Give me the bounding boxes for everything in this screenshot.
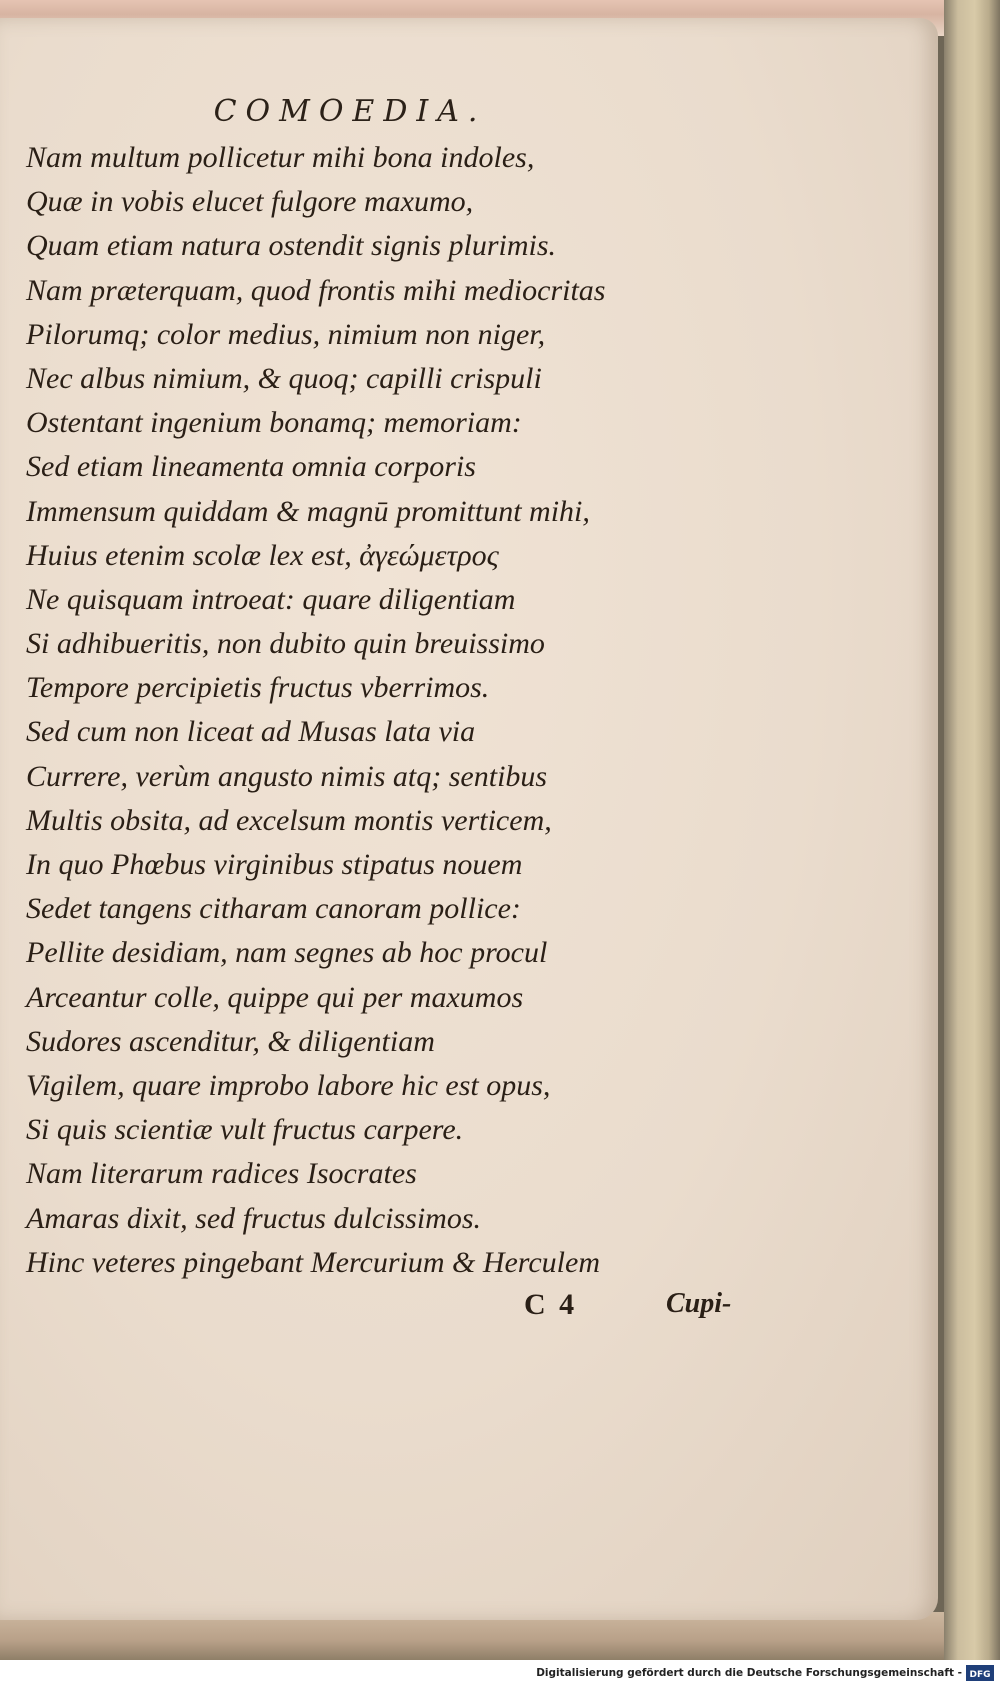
text-line: Sedet tangens citharam canoram pollice: bbox=[26, 892, 521, 926]
text-line: Pilorumq; color medius, nimium non niger, bbox=[26, 317, 546, 351]
text-line: Arceantur colle, quippe qui per maxumos bbox=[26, 980, 524, 1014]
dfg-logo-text: DFG bbox=[969, 1670, 991, 1680]
text-line: Ne quisquam introeat: quare diligentiam bbox=[26, 582, 516, 616]
text-line: Sudores ascenditur, & diligentiam bbox=[26, 1024, 435, 1058]
running-header: COMOEDIA. bbox=[213, 94, 487, 129]
book-page bbox=[0, 18, 938, 1620]
text-line: Amaras dixit, sed fructus dulcissimos. bbox=[26, 1201, 481, 1235]
dfg-logo-icon bbox=[966, 1665, 994, 1681]
text-line: Si adhibueritis, non dubito quin breuissimo bbox=[26, 627, 545, 661]
text-line: Sed cum non liceat ad Musas lata via bbox=[26, 715, 476, 749]
text-line: Si quis scientiæ vult fructus carpere. bbox=[26, 1113, 464, 1147]
book-edge bbox=[944, 0, 1000, 1660]
text-line: Vigilem, quare improbo labore hic est opus, bbox=[26, 1068, 551, 1102]
text-line: Quam etiam natura ostendit signis plurimis. bbox=[26, 229, 557, 263]
text-line: Nam multum pollicetur mihi bona indoles, bbox=[26, 141, 535, 174]
text-line: Huius etenim scolæ lex est, ἀγεώμετρος bbox=[26, 538, 499, 572]
text-line: Nam præterquam, quod frontis mihi mediocritas bbox=[26, 273, 606, 307]
signature-mark: C 4 bbox=[524, 1288, 578, 1321]
text-line: Pellite desidiam, nam segnes ab hoc procul bbox=[26, 936, 548, 970]
text-line: Hinc veteres pingebant Mercurium & Herculem bbox=[26, 1245, 600, 1279]
text-line: Tempore percipietis fructus vberrimos. bbox=[26, 671, 490, 705]
funding-credit: Digitalisierung gefördert durch die Deutsche Forschungsgemeinschaft - bbox=[536, 1667, 962, 1679]
text-line: In quo Phœbus virginibus stipatus nouem bbox=[26, 848, 523, 881]
text-line: Nam literarum radices Isocrates bbox=[26, 1157, 417, 1191]
text-line: Quæ in vobis elucet fulgore maxumo, bbox=[26, 185, 474, 219]
text-line: Ostentant ingenium bonamq; memoriam: bbox=[26, 406, 522, 440]
verse-text bbox=[26, 136, 736, 1285]
footer-bar bbox=[0, 1660, 1000, 1687]
text-line: Nec albus nimium, & quoq; capilli crispuli bbox=[26, 361, 542, 395]
catchword: Cupi- bbox=[666, 1288, 732, 1319]
text-line: Currere, verùm angusto nimis atq; sentibus bbox=[26, 759, 548, 793]
text-line: Multis obsita, ad excelsum montis verticem, bbox=[26, 803, 552, 837]
text-line: Sed etiam lineamenta omnia corporis bbox=[26, 450, 476, 484]
text-line: Immensum quiddam & magnū promittunt mihi, bbox=[26, 494, 590, 528]
